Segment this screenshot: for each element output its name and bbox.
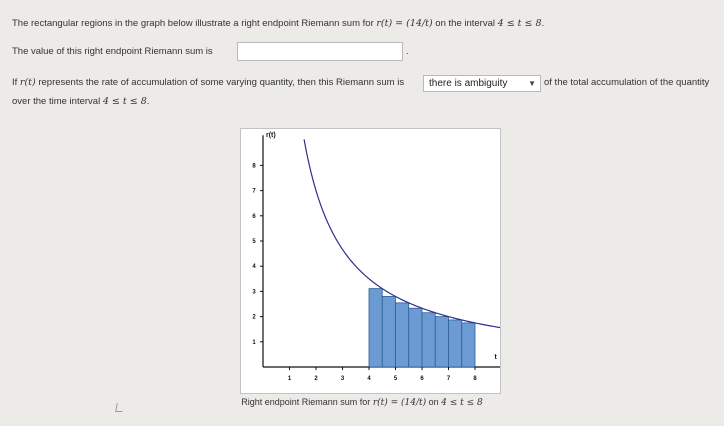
- riemann-bar-6: [435, 317, 448, 367]
- chevron-down-icon: ▼: [528, 79, 536, 88]
- x-tick-label-5: 5: [393, 376, 398, 382]
- dropdown-selected-value: there is ambiguity: [429, 78, 508, 89]
- riemann-bar-7: [449, 320, 462, 367]
- y-tick-label-1: 1: [252, 339, 256, 346]
- y-axis-label: r(t): [266, 132, 276, 140]
- y-tick-label-4: 4: [252, 264, 256, 271]
- function-expression-2: r(t): [19, 77, 36, 88]
- y-tick-label-2: 2: [252, 314, 256, 321]
- x-tick-label-1: 1: [287, 376, 292, 382]
- question-line-1: [12, 18, 544, 29]
- y-tick-label-8: 8: [252, 163, 256, 170]
- question-line-3-post: of the total accumulation of the quantity: [544, 77, 710, 88]
- riemann-sum-answer-input[interactable]: [237, 42, 403, 61]
- x-tick-label-6: 6: [420, 376, 424, 382]
- caption-function: r(t) = (14/t): [372, 398, 427, 408]
- riemann-bar-4: [409, 308, 422, 367]
- caption-interval: 4 ≤ t ≤ 8: [441, 398, 483, 408]
- question-line-1-end: .: [541, 18, 545, 29]
- x-tick-label-7: 7: [446, 376, 451, 382]
- question-line-4-pre: over the time interval: [12, 96, 103, 107]
- function-expression: r(t) = (14/t): [376, 18, 433, 29]
- y-tick-label-3: 3: [252, 289, 256, 296]
- x-tick-label-3: 3: [340, 376, 345, 382]
- question-line-3-pre: If: [12, 77, 20, 88]
- question-line-4-end: .: [146, 96, 150, 107]
- graph-caption: [0, 397, 724, 408]
- riemann-sum-graph: [240, 128, 501, 394]
- riemann-bar-3: [396, 303, 409, 367]
- question-line-3-mid: represents the rate of accumulation of some varying quantity, then this Riemann sum is: [35, 77, 405, 88]
- question-line-4: [12, 96, 149, 107]
- question-line-2-text: The value of this right endpoint Riemann sum is: [12, 46, 213, 57]
- interval-expression: 4 ≤ t ≤ 8: [497, 18, 542, 29]
- riemann-bar-2: [382, 296, 395, 367]
- y-tick-label-7: 7: [252, 188, 256, 195]
- mouse-cursor-icon: [115, 403, 124, 412]
- question-line-1-text: The rectangular regions in the graph below illustrate a right endpoint Riemann sum for: [12, 18, 377, 29]
- estimate-type-dropdown[interactable]: [423, 75, 541, 92]
- function-curve: [304, 139, 500, 327]
- riemann-bar-1: [369, 289, 382, 367]
- question-line-2-end: .: [406, 46, 409, 57]
- riemann-bar-5: [422, 313, 435, 367]
- x-axis-label: t: [494, 354, 497, 361]
- question-line-2: [12, 46, 213, 57]
- riemann-bar-8: [462, 323, 475, 367]
- chart-svg: [241, 129, 500, 393]
- question-line-1-text-2: on the interval: [432, 18, 498, 29]
- caption-text: Right endpoint Riemann sum for: [241, 397, 373, 407]
- y-tick-label-5: 5: [252, 239, 256, 245]
- x-tick-label-2: 2: [314, 376, 318, 382]
- caption-mid: on: [426, 397, 442, 407]
- x-tick-label-4: 4: [367, 376, 371, 382]
- x-tick-label-8: 8: [473, 376, 477, 382]
- question-line-3: [12, 77, 404, 88]
- y-tick-label-6: 6: [252, 213, 256, 220]
- interval-expression-2: 4 ≤ t ≤ 8: [102, 96, 147, 107]
